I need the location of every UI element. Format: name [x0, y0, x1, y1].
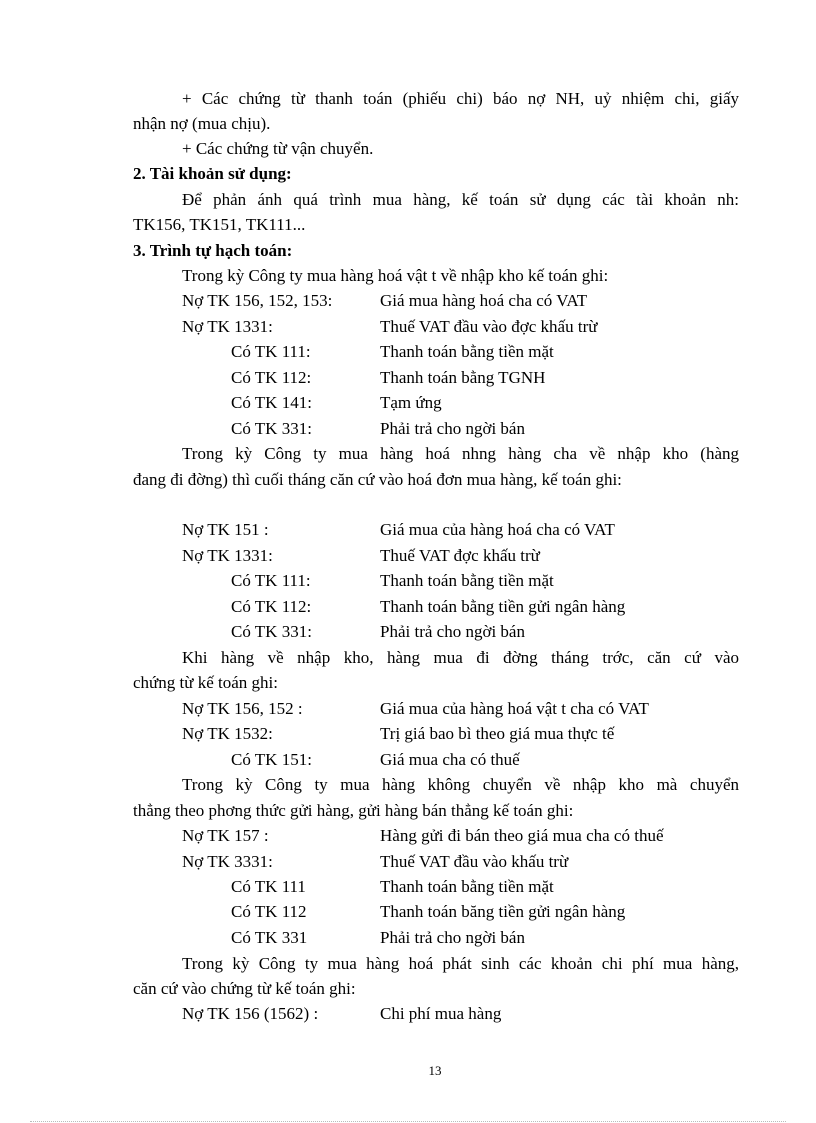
journal-entry [0, 315, 816, 339]
account-code: Nợ TK 1331: [182, 317, 273, 336]
page-number: 13 [428, 1063, 442, 1078]
entry-description: Thanh toán bằng tiền mặt [380, 342, 554, 361]
entry-description: Thanh toán băng tiền gửi ngân hàng [380, 902, 626, 921]
journal-entry [0, 340, 816, 364]
account-code: Nợ TK 151 : [182, 520, 269, 539]
account-code: Nợ TK 1331: [182, 546, 273, 565]
entry-description: Thuế VAT đầu vào đợc khấu trừ [380, 317, 598, 336]
text-line [0, 213, 816, 237]
entry-description: Thanh toán bằng tiền mặt [380, 571, 554, 590]
account-code: Nợ TK 156, 152 : [182, 699, 303, 718]
journal-entry [0, 824, 816, 848]
section-heading [0, 239, 816, 263]
journal-entry [0, 544, 816, 568]
journal-entry [0, 289, 816, 313]
entry-description: Giá mua cha có thuế [380, 750, 520, 769]
account-code: Nợ TK 157 : [182, 826, 269, 845]
text-line [0, 799, 816, 823]
text-line [0, 671, 816, 695]
journal-entry [0, 366, 816, 390]
entry-description: Giá mua của hàng hoá vật t cha có VAT [380, 699, 649, 718]
paragraph-text: Để phản ánh quá trình mua hàng, kế toán sử dụng các tài khoản nh: [182, 190, 739, 209]
paragraph-text: Khi hàng về nhập kho, hàng mua đi đờng tháng trớc, căn cứ vào [182, 648, 739, 667]
account-code: Nợ TK 1532: [182, 724, 273, 743]
paragraph-text: + Các chứng từ thanh toán (phiếu chi) báo nợ NH, uỷ nhiệm chi, giấy [182, 89, 739, 108]
journal-entry [0, 417, 816, 441]
journal-entry [0, 850, 816, 874]
journal-entry [0, 722, 816, 746]
text-line [0, 188, 816, 212]
entry-description: Thuế VAT đợc khấu trừ [380, 546, 540, 565]
paragraph-text: TK156, TK151, TK111... [133, 215, 306, 234]
paragraph-text: thẳng theo phơng thức gửi hàng, gửi hàng bán thẳng kế toán ghi: [133, 801, 574, 820]
paragraph-text: Trong kỳ Công ty mua hàng hoá nhng hàng cha về nhập kho (hàng [182, 444, 739, 463]
journal-entry [0, 518, 816, 542]
journal-entry [0, 926, 816, 950]
entry-description: Phải trả cho ngời bán [380, 419, 525, 438]
paragraph-text: + Các chứng từ vận chuyển. [182, 139, 374, 158]
text-line [0, 112, 816, 136]
account-code: Nợ TK 3331: [182, 852, 273, 871]
account-code: Nợ TK 156 (1562) : [182, 1004, 319, 1023]
text-line [0, 87, 816, 111]
text-line [0, 646, 816, 670]
account-code: Có TK 331: [231, 622, 312, 641]
footer-divider [30, 1121, 786, 1122]
paragraph-text: nhận nợ (mua chịu). [133, 114, 271, 133]
entry-description: Phải trả cho ngời bán [380, 622, 525, 641]
account-code: Có TK 111 [231, 877, 306, 896]
journal-entry [0, 1002, 816, 1026]
text-line [0, 468, 816, 492]
entry-description: Giá mua của hàng hoá cha có VAT [380, 520, 615, 539]
account-code: Nợ TK 156, 152, 153: [182, 291, 333, 310]
journal-entry [0, 569, 816, 593]
entry-description: Thanh toán bằng TGNH [380, 368, 546, 387]
account-code: Có TK 151: [231, 750, 312, 769]
entry-description: Phải trả cho ngời bán [380, 928, 525, 947]
paragraph-text: chứng từ kế toán ghi: [133, 673, 278, 692]
section-heading [0, 162, 816, 186]
paragraph-text: đang đi đờng) thì cuối tháng căn cứ vào hoá đơn mua hàng, kế toán ghi: [133, 470, 622, 489]
journal-entry [0, 875, 816, 899]
paragraph-text: Trong kỳ Công ty mua hàng hoá phát sinh các khoản chi phí mua hàng, [182, 954, 739, 973]
account-code: Có TK 112 [231, 902, 307, 921]
text-line [0, 773, 816, 797]
journal-entry [0, 620, 816, 644]
journal-entry [0, 697, 816, 721]
entry-description: Chi phí mua hàng [380, 1004, 502, 1023]
account-code: Có TK 331 [231, 928, 308, 947]
paragraph-text: Trong kỳ Công ty mua hàng không chuyển về nhập kho mà chuyển [182, 775, 739, 794]
text-line [0, 137, 816, 161]
account-code: Có TK 111: [231, 571, 311, 590]
text-line [0, 442, 816, 466]
paragraph-text: căn cứ vào chứng từ kế toán ghi: [133, 979, 356, 998]
entry-description: Trị giá bao bì theo giá mua thực tế [380, 724, 615, 743]
entry-description: Thanh toán bằng tiền gửi ngân hàng [380, 597, 626, 616]
journal-entry [0, 595, 816, 619]
heading-text: 2. Tài khoản sử dụng: [133, 164, 292, 183]
entry-description: Thanh toán bằng tiền mặt [380, 877, 554, 896]
journal-entry [0, 900, 816, 924]
journal-entry [0, 391, 816, 415]
paragraph-text: Trong kỳ Công ty mua hàng hoá vật t về nhập kho kế toán ghi: [182, 266, 609, 285]
account-code: Có TK 331: [231, 419, 312, 438]
text-line [0, 952, 816, 976]
account-code: Có TK 112: [231, 597, 312, 616]
account-code: Có TK 141: [231, 393, 312, 412]
entry-description: Thuế VAT đầu vào khấu trừ [380, 852, 569, 871]
text-line [0, 264, 816, 288]
entry-description: Tạm ứng [380, 393, 442, 412]
entry-description: Giá mua hàng hoá cha có VAT [380, 291, 588, 310]
entry-description: Hàng gửi đi bán theo giá mua cha có thuế [380, 826, 664, 845]
journal-entry [0, 748, 816, 772]
heading-text: 3. Trình tự hạch toán: [133, 241, 293, 260]
account-code: Có TK 111: [231, 342, 311, 361]
text-line [0, 977, 816, 1001]
account-code: Có TK 112: [231, 368, 312, 387]
